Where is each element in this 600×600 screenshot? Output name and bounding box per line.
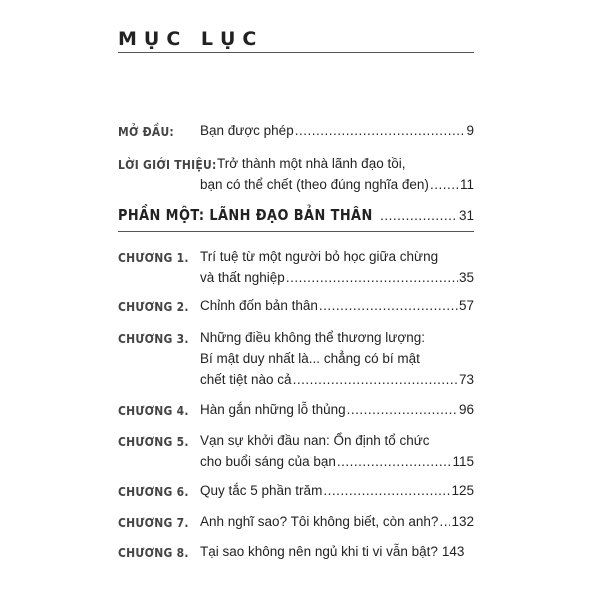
entry-line — [200, 351, 420, 366]
entry-text: và thất nghiệp — [200, 270, 285, 285]
page-number: 132 — [451, 514, 474, 529]
entry-text: bạn có thể chết (theo đúng nghĩa đen) — [200, 177, 429, 192]
dot-leader — [430, 177, 459, 192]
chapter-label: CHƯƠNG 1. — [118, 250, 189, 265]
entry-line — [200, 483, 474, 498]
part-title: PHẦN MỘT: LÃNH ĐẠO BẢN THÂN — [118, 206, 373, 224]
entry-text: Hàn gắn những lỗ thủng — [200, 402, 346, 417]
entry-line — [200, 372, 474, 387]
part-divider — [118, 231, 474, 232]
entry-line — [200, 514, 474, 529]
chapter-label: CHƯƠNG 6. — [118, 484, 189, 499]
dot-leader — [439, 514, 450, 529]
entry-label: MỞ ĐẦU: — [118, 124, 174, 139]
entry-text: Trở thành một nhà lãnh đạo tồi, — [217, 156, 406, 171]
page-number: 11 — [459, 177, 474, 192]
entry-line — [200, 330, 425, 345]
dot-leader — [295, 123, 466, 138]
entry-line — [200, 544, 474, 559]
chapter-label: CHƯƠNG 7. — [118, 515, 189, 530]
entry-text: Tại sao không nên ngủ khi ti vi vẫn bật? — [200, 544, 438, 559]
entry-line — [200, 298, 474, 313]
entry-text: Trí tuệ từ một người bỏ học giữa chừng — [200, 249, 439, 264]
dot-leader — [319, 298, 458, 313]
entry-text: cho buổi sáng của bạn — [200, 454, 336, 469]
page-number: 73 — [458, 372, 474, 387]
dot-leader — [380, 208, 456, 223]
entry-text: Những điều không thể thương lượng: — [200, 330, 425, 345]
page-number: 57 — [458, 298, 474, 313]
dot-leader — [293, 372, 458, 387]
toc-title: MỤC LỤC — [118, 28, 264, 50]
chapter-label: CHƯƠNG 3. — [118, 331, 189, 346]
page-number: 115 — [452, 454, 474, 469]
page-number: 35 — [458, 270, 474, 285]
chapter-label: CHƯƠNG 8. — [118, 545, 189, 560]
entry-line — [200, 270, 474, 285]
entry-text: Bạn được phép — [200, 123, 294, 138]
dot-leader — [337, 454, 452, 469]
dot-leader — [286, 270, 458, 285]
entry-text: chết tiệt nào cả — [200, 372, 292, 387]
page-number: 96 — [458, 402, 474, 417]
dot-leader — [347, 402, 458, 417]
chapter-label: CHƯƠNG 5. — [118, 434, 189, 449]
entry-text: Vạn sự khởi đầu nan: Ổn định tổ chức — [200, 433, 430, 448]
entry-line — [200, 249, 438, 264]
chapter-label: CHƯƠNG 2. — [118, 299, 189, 314]
entry-line — [200, 402, 474, 417]
entry-line — [200, 433, 430, 448]
page-number: 31 — [458, 208, 474, 223]
chapter-label: CHƯƠNG 4. — [118, 403, 189, 418]
entry-text: Quy tắc 5 phần trăm — [200, 483, 323, 498]
entry-text: Chỉnh đốn bản thân — [200, 298, 318, 313]
part-heading — [118, 206, 474, 224]
entry-line — [200, 177, 474, 192]
entry-text: Anh nghĩ sao? Tôi không biết, còn anh? — [200, 514, 439, 529]
page-number: 9 — [466, 123, 474, 138]
entry-text: Bí mật duy nhất là... chẳng có bí mật — [200, 351, 420, 366]
dot-leader — [323, 483, 450, 498]
entry-label: LỜI GIỚI THIỆU: — [118, 157, 217, 172]
title-divider — [118, 52, 474, 53]
entry-line — [200, 454, 474, 469]
entry-line — [217, 156, 405, 171]
page-number: 125 — [451, 483, 474, 498]
page-number: 143 — [441, 544, 465, 559]
entry-line — [200, 123, 474, 138]
